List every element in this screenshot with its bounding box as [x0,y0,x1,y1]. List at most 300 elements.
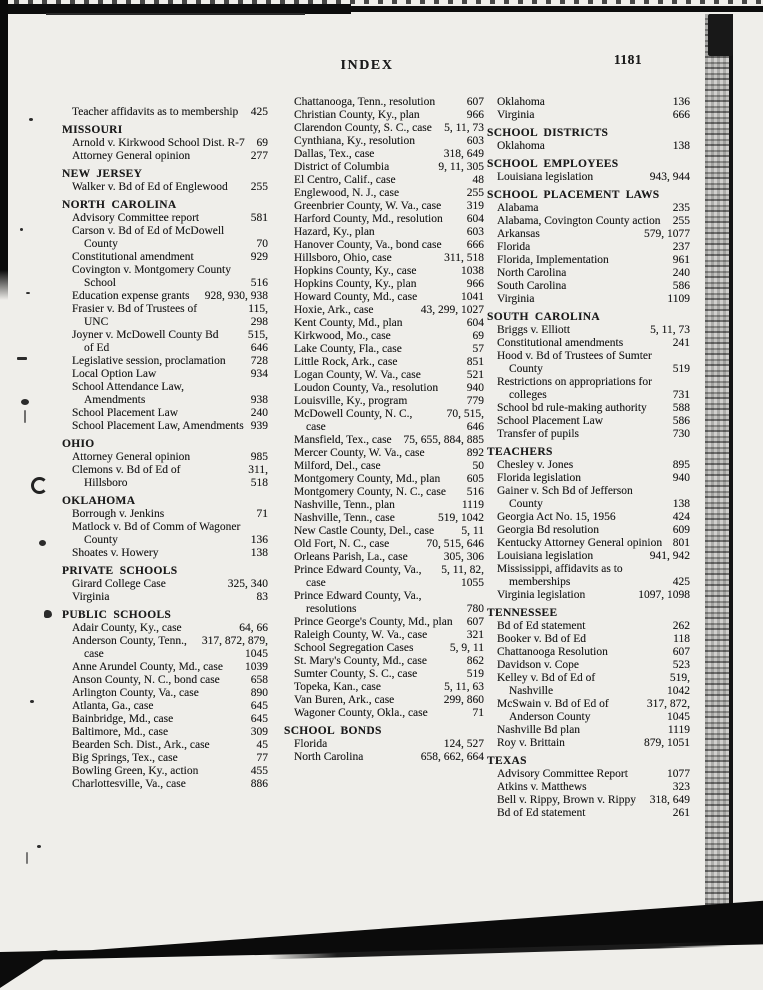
entry-pages: 1119 [667,724,690,736]
entry-text: Adair County, Ky., case [72,622,182,634]
index-entry [72,578,268,591]
entry-text: School Placement Law, Amendments [72,420,244,432]
index-entry [497,228,690,241]
index-entry [497,537,690,550]
page-title: INDEX [340,58,394,73]
entry-pages: 603 [466,226,484,238]
entry-text: St. Mary's County, Md., case [294,655,427,667]
entry-pages: 455 [250,765,268,777]
index-column-1 [62,96,268,791]
entry-text: North Carolina [294,751,364,763]
entry-pages: 519 [466,668,484,680]
index-entry [294,738,484,751]
index-entry [294,447,484,460]
entry-pages: 940 [466,382,484,394]
entry-text: Hillsboro, Ohio, case [294,252,392,264]
index-entry [294,512,484,525]
index-entry [72,150,268,163]
index-entry [294,473,484,486]
index-entry [294,642,484,655]
section-heading: NORTH CAROLINA [62,199,177,211]
entry-text: Transfer of pupils [497,428,579,440]
entry-text: Anson County, N. C., bond case [72,674,220,686]
entry-text: Orleans Parish, La., case [294,551,408,563]
index-entry [497,659,690,672]
index-entry [72,661,268,674]
section-heading: SOUTH CAROLINA [487,311,600,323]
entry-pages: 938 [250,394,268,406]
section-heading: NEW JERSEY [62,168,143,180]
ink-speck [26,852,28,864]
entry-pages: 325, 340 [227,578,268,590]
entry-pages: 519 [672,363,690,375]
entry-text: Charlottesville, Va., case [72,778,186,790]
index-entry [294,161,484,174]
index-entry [497,633,690,646]
entry-pages: 1039 [245,661,268,673]
section-heading: OKLAHOMA [62,495,136,507]
entry-pages: 299, 860 [443,694,484,706]
index-entry [294,382,484,395]
index-entry [72,591,268,604]
index-entry [72,451,268,464]
index-entry [72,622,268,635]
entry-text: Hopkins County, Ky., plan [294,278,417,290]
index-entry [72,355,268,368]
entry-text: Davidson v. Cope [497,659,579,671]
entry-text: Kelley v. Bd of Ed of Nashville [497,672,596,697]
entry-pages: 966 [466,109,484,121]
entry-text: Oklahoma [497,96,545,108]
entry-pages: 424 [672,511,690,523]
entry-pages: 124, 527 [443,738,484,750]
entry-text: Hanover County, Va., bond case [294,239,442,251]
entry-pages: 71 [256,508,268,520]
entry-pages: 521 [466,369,484,381]
index-entry [294,356,484,369]
entry-pages: 607 [672,646,690,658]
entry-text: Legislative session, proclamation [72,355,226,367]
index-entry [72,303,268,329]
index-entry [294,109,484,122]
entry-pages: 801 [672,537,690,549]
index-entry [72,264,268,290]
entry-pages: 43, 299, 1027 [420,304,484,316]
index-entry [497,324,690,337]
entry-text: School Placement Law [497,415,604,427]
entry-text: Roy v. Brittain [497,737,565,749]
entry-pages: 323 [672,781,690,793]
index-entry [294,317,484,330]
entry-text: Louisiana legislation [497,550,594,562]
section-heading: TEXAS [487,755,527,767]
scan-artifact-binding-band [705,14,733,938]
index-entry [72,635,268,661]
entry-pages: 929 [250,251,268,263]
entry-pages: 241 [672,337,690,349]
entry-text: Raleigh County, W. Va., case [294,629,428,641]
index-entry [72,251,268,264]
entry-text: Louisville, Ky., program [294,395,408,407]
entry-pages: 70, 515, 646 [426,538,484,550]
entry-pages: 607 [466,616,484,628]
entry-text: Florida, Implementation [497,254,609,266]
entry-pages: 237 [672,241,690,253]
index-entry [294,681,484,694]
index-entry [497,511,690,524]
entry-text: Florida legislation [497,472,582,484]
entry-pages: 319 [466,200,484,212]
index-entry [497,646,690,659]
index-entry [294,694,484,707]
entry-pages: 277 [250,150,268,162]
entry-text: Matlock v. Bd of Comm of Wagoner County [72,521,241,546]
section-heading: OHIO [62,438,95,450]
entry-text: Nashville, Tenn., plan [294,499,395,511]
index-entry [72,290,268,303]
entry-text: Georgia Act No. 15, 1956 [497,511,616,523]
ink-speck [31,477,48,494]
entry-pages: 886 [250,778,268,790]
index-entry [72,687,268,700]
index-entry [294,135,484,148]
entry-text: Virginia [497,293,535,305]
entry-text: Christian County, Ky., plan [294,109,420,121]
entry-pages: 75, 655, 884, 885 [403,434,484,446]
entry-text: Gainer v. Sch Bd of Jefferson County [497,485,633,510]
entry-pages: 862 [466,655,484,667]
section-heading: SCHOOL BONDS [284,725,382,737]
entry-text: Logan County, W. Va., case [294,369,421,381]
index-entry [72,420,268,433]
entry-pages: 5, 11, 73 [444,122,484,134]
entry-text: Mercer County, W. Va., case [294,447,425,459]
section-heading: TEACHERS [487,446,553,458]
entry-pages: 50 [472,460,484,472]
entry-pages: 425 [672,576,690,588]
entry-text: Joyner v. McDowell County Bd of Ed [72,329,219,354]
entry-pages: 136 [250,534,268,546]
index-entry [497,524,690,537]
entry-pages: 261 [672,807,690,819]
index-entry [72,381,268,407]
entry-text: Atkins v. Matthews [497,781,587,793]
index-entry [294,96,484,109]
entry-text: Old Fort, N. C., case [294,538,390,550]
entry-text: Hopkins County, Ky., case [294,265,417,277]
entry-pages: 69 [256,137,268,149]
entry-text: Harford County, Md., resolution [294,213,443,225]
ink-speck [17,357,27,360]
index-entry [72,713,268,726]
index-entry [497,337,690,350]
index-entry [497,459,690,472]
entry-text: Bearden Sch. Dist., Ark., case [72,739,210,751]
index-entry [497,428,690,441]
index-entry [294,525,484,538]
entry-pages: 1097, 1098 [638,589,690,601]
entry-pages: 516 [250,277,268,289]
entry-text: Cynthiana, Ky., resolution [294,135,415,147]
entry-text: Oklahoma [497,140,545,152]
index-entry [497,376,690,402]
entry-text: North Carolina [497,267,567,279]
entry-pages: 255 [250,181,268,193]
entry-pages: 731 [672,389,690,401]
entry-pages: 851 [466,356,484,368]
scan-artifact-left-strip [0,0,8,300]
index-entry [294,499,484,512]
ink-speck [44,610,52,618]
index-entry [294,629,484,642]
entry-text: Local Option Law [72,368,157,380]
index-entry [72,181,268,194]
entry-text: Constitutional amendment [72,251,194,263]
entry-pages: 579, 1077 [644,228,690,240]
entry-pages: 64, 66 [239,622,268,634]
entry-pages: 70, 515, 646 [446,408,484,433]
entry-pages: 48 [472,174,484,186]
index-entry [294,369,484,382]
entry-pages: 658 [250,674,268,686]
entry-text: Constitutional amendments [497,337,624,349]
entry-pages: 895 [672,459,690,471]
entry-text: Prince Edward County, Va., resolutions [294,590,422,615]
entry-pages: 603 [466,135,484,147]
entry-text: Dallas, Tex., case [294,148,375,160]
entry-pages: 235 [672,202,690,214]
entry-text: Briggs v. Elliott [497,324,571,336]
entry-pages: 943, 944 [649,171,690,183]
index-entry [497,724,690,737]
entry-pages: 928, 930, 938 [204,290,268,302]
entry-pages: 5, 11 [461,525,484,537]
ink-speck [30,700,34,703]
entry-pages: 70 [256,238,268,250]
ink-speck [29,118,33,121]
index-entry [294,551,484,564]
entry-text: Prince George's County, Md., plan [294,616,453,628]
entry-pages: 730 [672,428,690,440]
index-entry [72,778,268,791]
entry-pages: 666 [466,239,484,251]
entry-pages: 77 [256,752,268,764]
entry-text: Wagoner County, Okla., case [294,707,428,719]
entry-text: Van Buren, Ark., case [294,694,395,706]
entry-pages: 136 [672,96,690,108]
section-heading: TENNESSEE [487,607,558,619]
entry-text: Loudon County, Va., resolution [294,382,439,394]
index-entry [497,620,690,633]
entry-text: Englewood, N. J., case [294,187,400,199]
index-entry [294,213,484,226]
index-entry [497,202,690,215]
section-heading: MISSOURI [62,124,123,136]
entry-text: Mississippi, affidavits as to memberships [497,563,623,588]
entry-text: Covington v. Montgomery County School [72,264,231,289]
entry-pages: 588 [672,402,690,414]
entry-text: School Segregation Cases [294,642,414,654]
index-entry [294,252,484,265]
entry-pages: 83 [256,591,268,603]
entry-text: Alabama, Covington County action [497,215,661,227]
entry-text: Greenbrier County, W. Va., case [294,200,442,212]
entry-pages: 607 [466,96,484,108]
ink-speck [24,410,26,423]
ink-speck [21,399,29,405]
entry-text: Atlanta, Ga., case [72,700,154,712]
entry-pages: 309 [250,726,268,738]
entry-text: South Carolina [497,280,567,292]
entry-text: Chattanooga Resolution [497,646,608,658]
index-entry [294,291,484,304]
entry-text: Arlington County, Va., case [72,687,199,699]
entry-text: Bd of Ed statement [497,807,586,819]
index-entry [72,547,268,560]
index-entry [72,106,268,119]
entry-text: Walker v. Bd of Ed of Englewood [72,181,228,193]
index-entry [294,655,484,668]
entry-pages: 255 [466,187,484,199]
entry-pages: 317, 872, 879, 1045 [201,635,268,660]
entry-text: New Castle County, Del., case [294,525,435,537]
page-number: 1181 [613,52,643,67]
entry-text: Chattanooga, Tenn., resolution [294,96,436,108]
entry-pages: 255 [672,215,690,227]
index-entry [294,408,484,434]
entry-text: Advisory Committee report [72,212,200,224]
index-entry [294,200,484,213]
index-entry [294,304,484,317]
entry-text: Georgia Bd resolution [497,524,599,536]
entry-pages: 71 [472,707,484,719]
entry-pages: 934 [250,368,268,380]
index-entry [294,187,484,200]
entry-pages: 519, 1042 [438,512,484,524]
index-entry [497,472,690,485]
index-entry [294,265,484,278]
entry-pages: 890 [250,687,268,699]
index-entry [294,434,484,447]
entry-pages: 941, 942 [649,550,690,562]
entry-text: Attorney General opinion [72,150,191,162]
index-entry [497,280,690,293]
entry-pages: 240 [250,407,268,419]
entry-pages: 523 [672,659,690,671]
entry-pages: 1119 [461,499,484,511]
entry-pages: 645 [250,713,268,725]
index-entry [497,781,690,794]
entry-pages: 317, 872, 1045 [646,698,690,723]
entry-text: Nashville Bd plan [497,724,581,736]
entry-text: Florida [497,241,531,253]
scan-artifact-bottom-wedge [0,895,763,990]
index-entry [497,402,690,415]
index-entry [497,485,690,511]
section-heading: SCHOOL PLACEMENT LAWS [487,189,660,201]
entry-pages: 240 [672,267,690,279]
entry-pages: 138 [672,140,690,152]
entry-text: Arkansas [497,228,540,240]
index-entry [294,343,484,356]
entry-pages: 586 [672,280,690,292]
entry-pages: 581 [250,212,268,224]
entry-text: Bowling Green, Ky., action [72,765,199,777]
index-entry [497,563,690,589]
entry-pages: 728 [250,355,268,367]
index-entry [72,225,268,251]
entry-text: Carson v. Bd of Ed of McDowell County [72,225,225,250]
entry-pages: 57 [472,343,484,355]
entry-text: Hoxie, Ark., case [294,304,374,316]
entry-text: Virginia [72,591,110,603]
index-entry [294,486,484,499]
index-entry [497,807,690,820]
ink-speck [39,540,46,546]
entry-pages: 586 [672,415,690,427]
index-entry [294,616,484,629]
entry-text: Bell v. Rippy, Brown v. Rippy [497,794,636,806]
entry-text: Big Springs, Tex., case [72,752,178,764]
scan-artifact-top-bar [46,13,305,15]
entry-pages: 779 [466,395,484,407]
entry-pages: 115, 298 [248,303,268,328]
entry-text: McSwain v. Bd of Ed of Anderson County [497,698,609,723]
index-entry [294,668,484,681]
entry-text: Hood v. Bd of Trustees of Sumter County [497,350,652,375]
entry-text: Florida [294,738,328,750]
index-entry [72,674,268,687]
ink-speck [26,292,30,294]
entry-pages: 5, 9, 11 [449,642,484,654]
index-entry [72,726,268,739]
entry-pages: 5, 11, 73 [650,324,690,336]
entry-pages: 658, 662, 664 [420,751,484,763]
entry-pages: 321 [466,629,484,641]
section-heading: PRIVATE SCHOOLS [62,565,178,577]
entry-pages: 605 [466,473,484,485]
entry-pages: 966 [466,278,484,290]
entry-text: Virginia legislation [497,589,586,601]
index-entry [294,330,484,343]
index-entry [294,564,484,590]
index-entry [294,278,484,291]
entry-text: Bainbridge, Md., case [72,713,174,725]
index-entry [497,96,690,109]
index-entry [497,672,690,698]
entry-pages: 961 [672,254,690,266]
index-entry [497,737,690,750]
entry-text: School Attendance Law, Amendments [72,381,184,406]
entry-pages: 645 [250,700,268,712]
index-entry [72,464,268,490]
entry-pages: 1077 [667,768,690,780]
entry-text: District of Columbia [294,161,390,173]
index-entry [497,794,690,807]
entry-pages: 604 [466,317,484,329]
index-entry [497,267,690,280]
entry-pages: 609 [672,524,690,536]
index-entry [497,293,690,306]
entry-text: McDowell County, N. C., case [294,408,413,433]
section-heading: SCHOOL DISTRICTS [487,127,609,139]
entry-text: Clarendon County, S. C., case [294,122,432,134]
ink-speck [20,228,23,231]
entry-pages: 262 [672,620,690,632]
entry-text: Chesley v. Jones [497,459,574,471]
index-entry [497,241,690,254]
entry-pages: 5, 11, 63 [444,681,484,693]
